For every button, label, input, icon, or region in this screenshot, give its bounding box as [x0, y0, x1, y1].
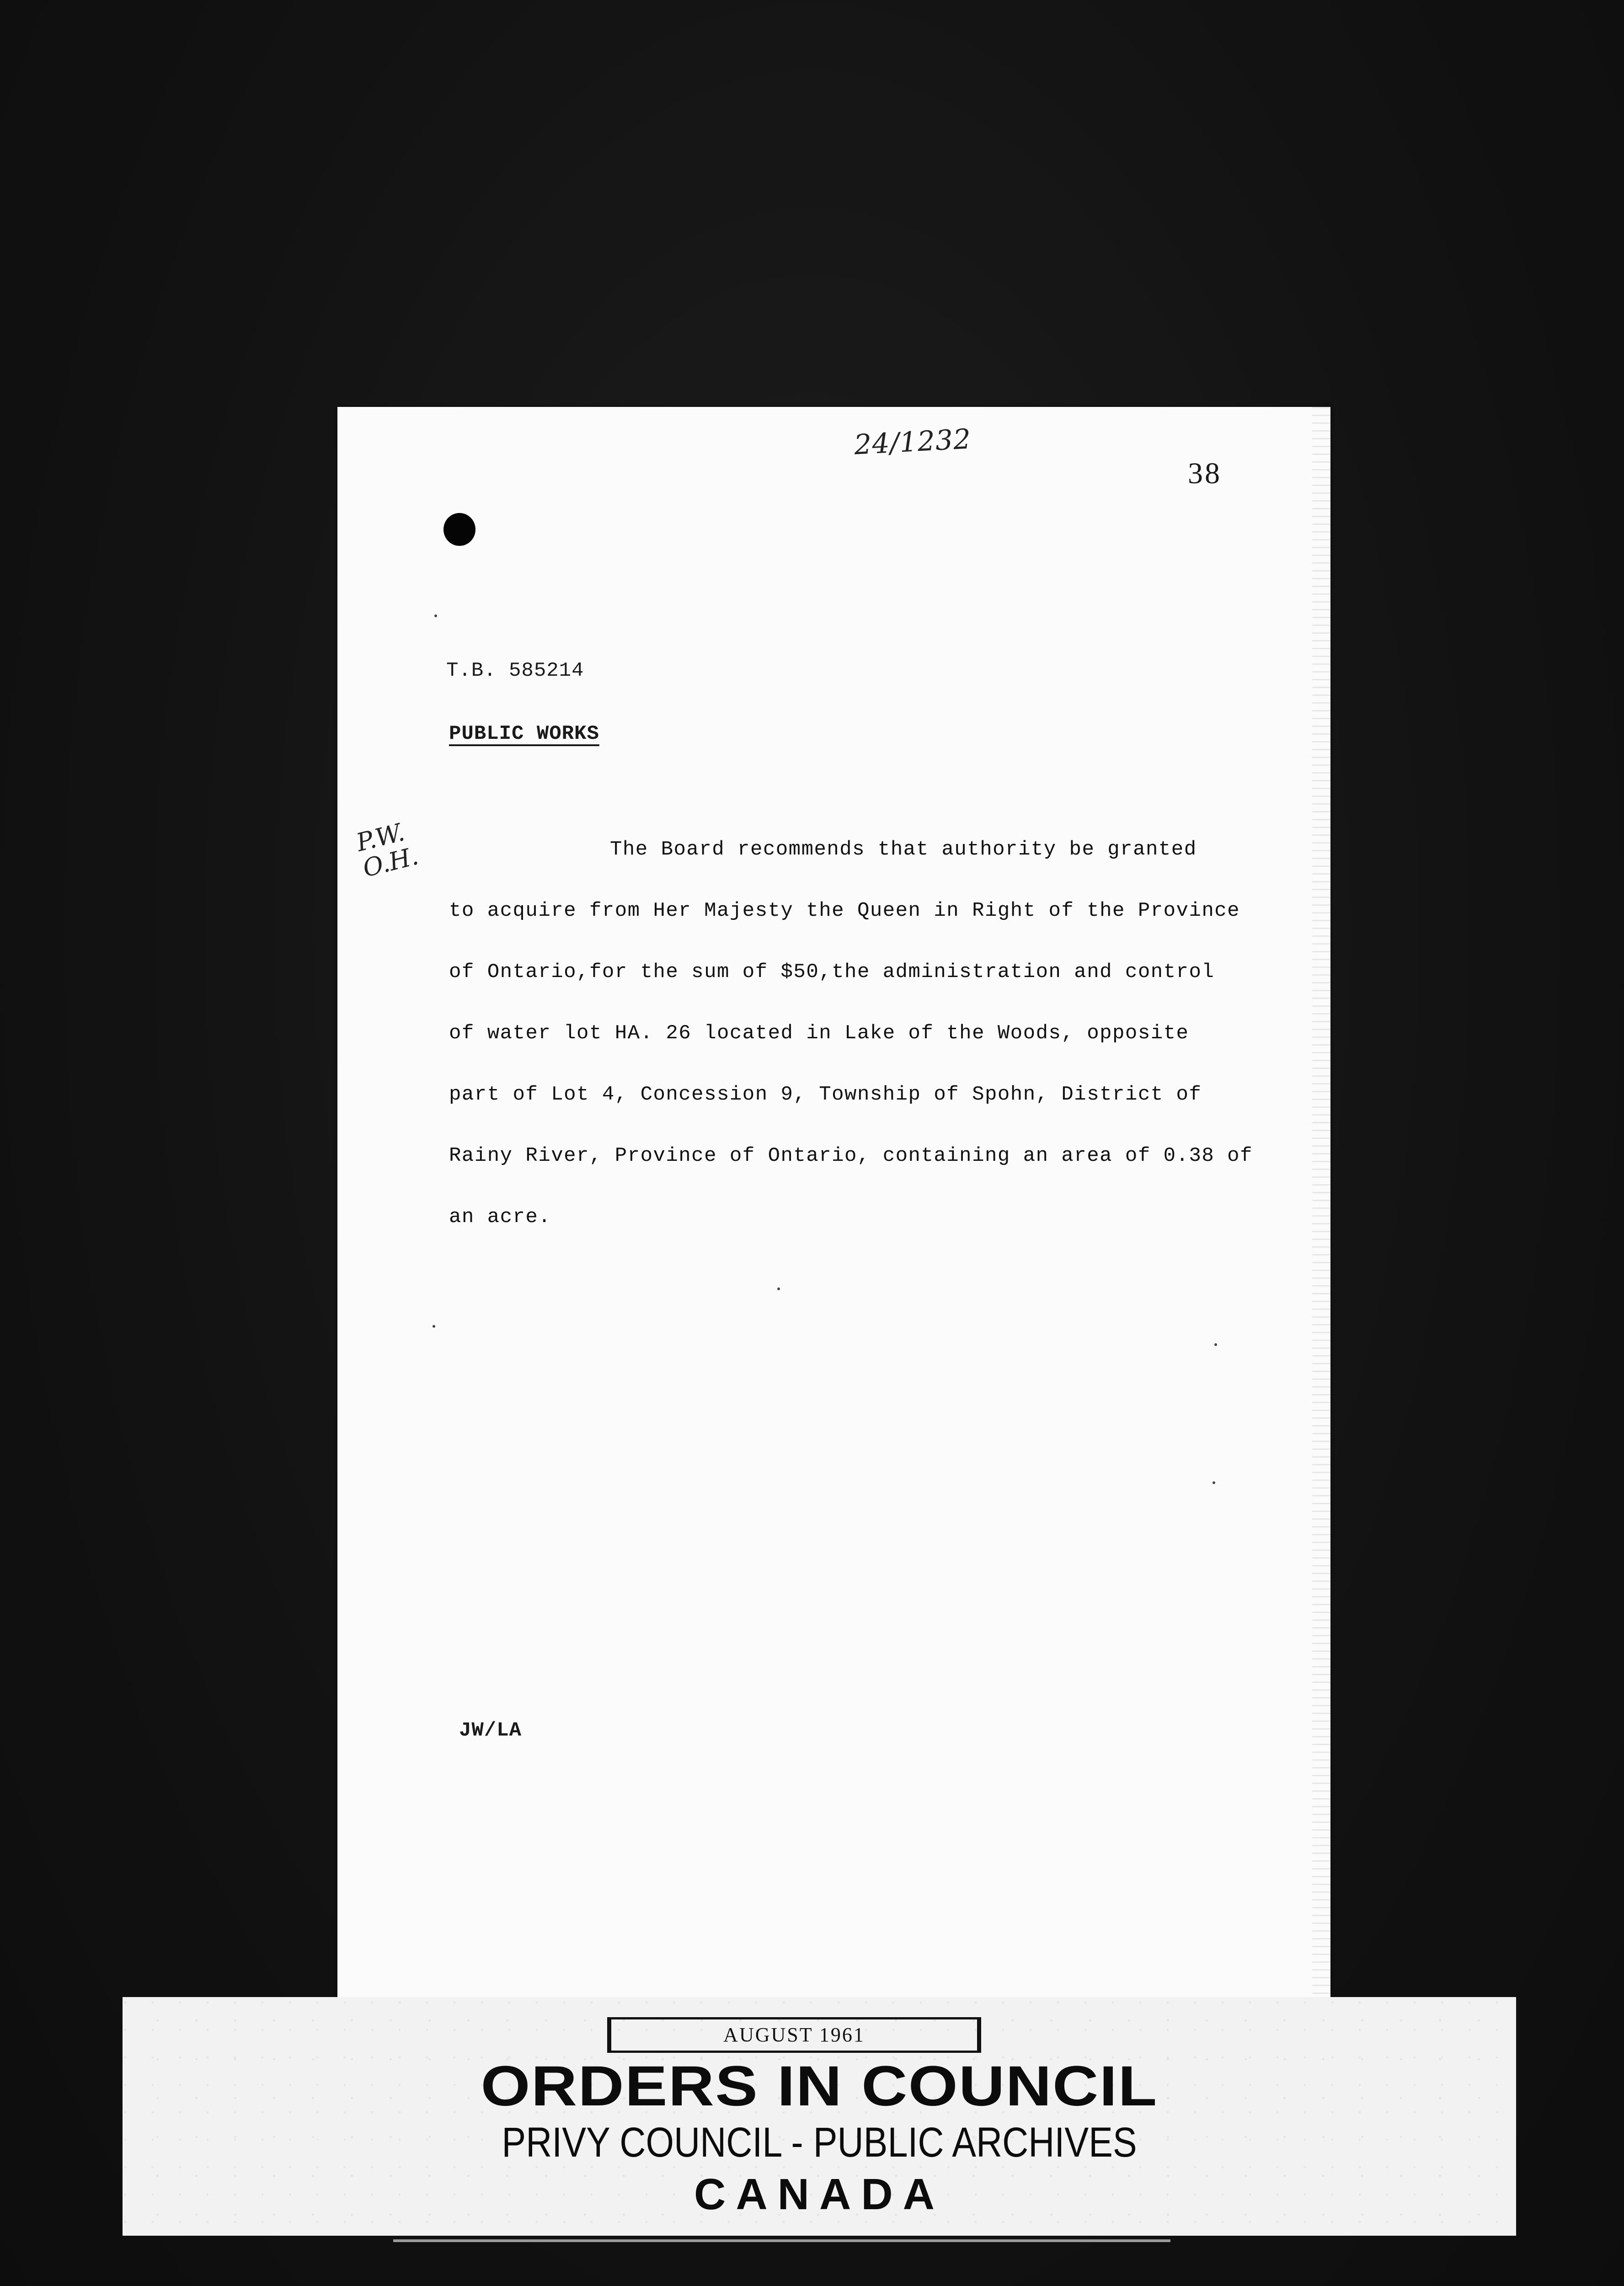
archive-banner	[123, 1997, 1516, 2236]
archive-date: AUGUST 1961	[607, 2017, 981, 2053]
archive-title: ORDERS IN COUNCIL	[481, 2055, 1158, 2118]
body-line: part of Lot 4, Concession 9, Township of Spohn, District of	[449, 1083, 1202, 1106]
body-line: to acquire from Her Majesty the Queen in Right of the Province	[449, 899, 1240, 922]
body-line: of Ontario,for the sum of $50,the administration and control	[449, 961, 1215, 983]
section-heading: PUBLIC WORKS	[449, 722, 599, 745]
document-page	[337, 407, 1330, 1998]
page-number: 38	[1188, 457, 1222, 490]
typist-initials: JW/LA	[459, 1719, 522, 1742]
body-line: The Board recommends that authority be granted	[610, 838, 1197, 861]
scan-speck	[1214, 1343, 1217, 1346]
handwritten-file-reference: 24/1232	[853, 423, 972, 461]
scan-speck	[1213, 1481, 1215, 1484]
archive-country: CANADA	[694, 2170, 945, 2219]
treasury-board-number: T.B. 585214	[446, 659, 584, 682]
scan-speck	[434, 614, 437, 617]
scan-speck	[433, 1325, 435, 1328]
body-line: an acre.	[449, 1206, 551, 1228]
banner-bottom-edge	[393, 2239, 1170, 2242]
margin-annotation: P.W. O.H.	[353, 817, 422, 883]
body-line: Rainy River, Province of Ontario, containing an area of 0.38 of	[449, 1144, 1253, 1167]
archive-subtitle: PRIVY COUNCIL - PUBLIC ARCHIVES	[502, 2119, 1137, 2166]
body-line: of water lot HA. 26 located in Lake of the Woods, opposite	[449, 1022, 1189, 1045]
punch-hole-icon	[443, 513, 475, 546]
scan-speck	[777, 1287, 780, 1290]
body-paragraph	[449, 836, 1272, 1265]
